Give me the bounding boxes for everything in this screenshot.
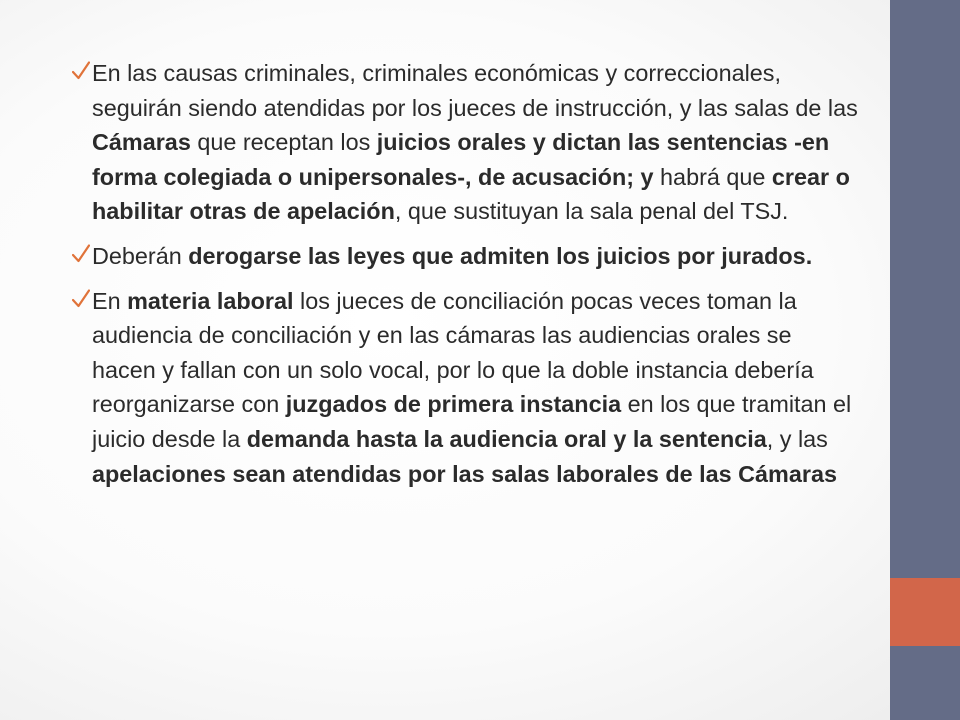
text-segment: habrá que (653, 163, 772, 190)
bullet-text (92, 284, 860, 492)
text-segment: en los que tramitan el juicio desde la (92, 391, 852, 452)
text-segment: Deberán (92, 242, 189, 269)
bold-segment: apelaciones sean atendidas por las salas laborales de las Cámaras (92, 460, 837, 487)
bold-segment: materia laboral (127, 287, 294, 314)
bullet-text (92, 239, 860, 274)
check-icon (72, 284, 90, 318)
text-segment: En (92, 287, 128, 314)
text-segment: En las causas criminales, criminales económicas y correccionales, seguirán siendo atendidas por los jueces de instrucción, y las salas de las (92, 60, 858, 121)
text-segment: que receptan los (190, 129, 377, 156)
bold-segment: juicios orales y dictan las sentencias -en forma colegiada o unipersonales-, de acusación; y (92, 129, 830, 190)
bold-segment: crear o habilitar otras de apelación (92, 163, 850, 225)
check-icon (72, 56, 90, 90)
text-segment: , que sustituyan la sala penal del TSJ. (394, 198, 789, 225)
bullet-item-3 (70, 284, 860, 492)
bullet-item-1 (70, 56, 860, 229)
check-icon (72, 239, 90, 273)
bullet-list (70, 56, 860, 501)
bold-segment: demanda hasta la audiencia oral y la sentencia (246, 425, 767, 452)
sidebar-accent-block (890, 578, 960, 646)
text-segment: , y las (766, 425, 828, 452)
sidebar-decoration (890, 0, 960, 720)
bold-segment: juzgados de primera instancia (285, 391, 622, 418)
bold-segment: Cámaras (92, 129, 191, 156)
text-segment: los jueces de conciliación pocas veces toman la audiencia de conciliación y en las cámaras las audiencias orales se hacen y fallan con un solo vocal, por lo que la doble instancia debería reorganizarse con (92, 287, 814, 418)
bullet-item-2 (70, 239, 860, 274)
bullet-text (92, 56, 860, 229)
bold-segment: derogarse las leyes que admiten los juicios por jurados. (188, 242, 813, 269)
